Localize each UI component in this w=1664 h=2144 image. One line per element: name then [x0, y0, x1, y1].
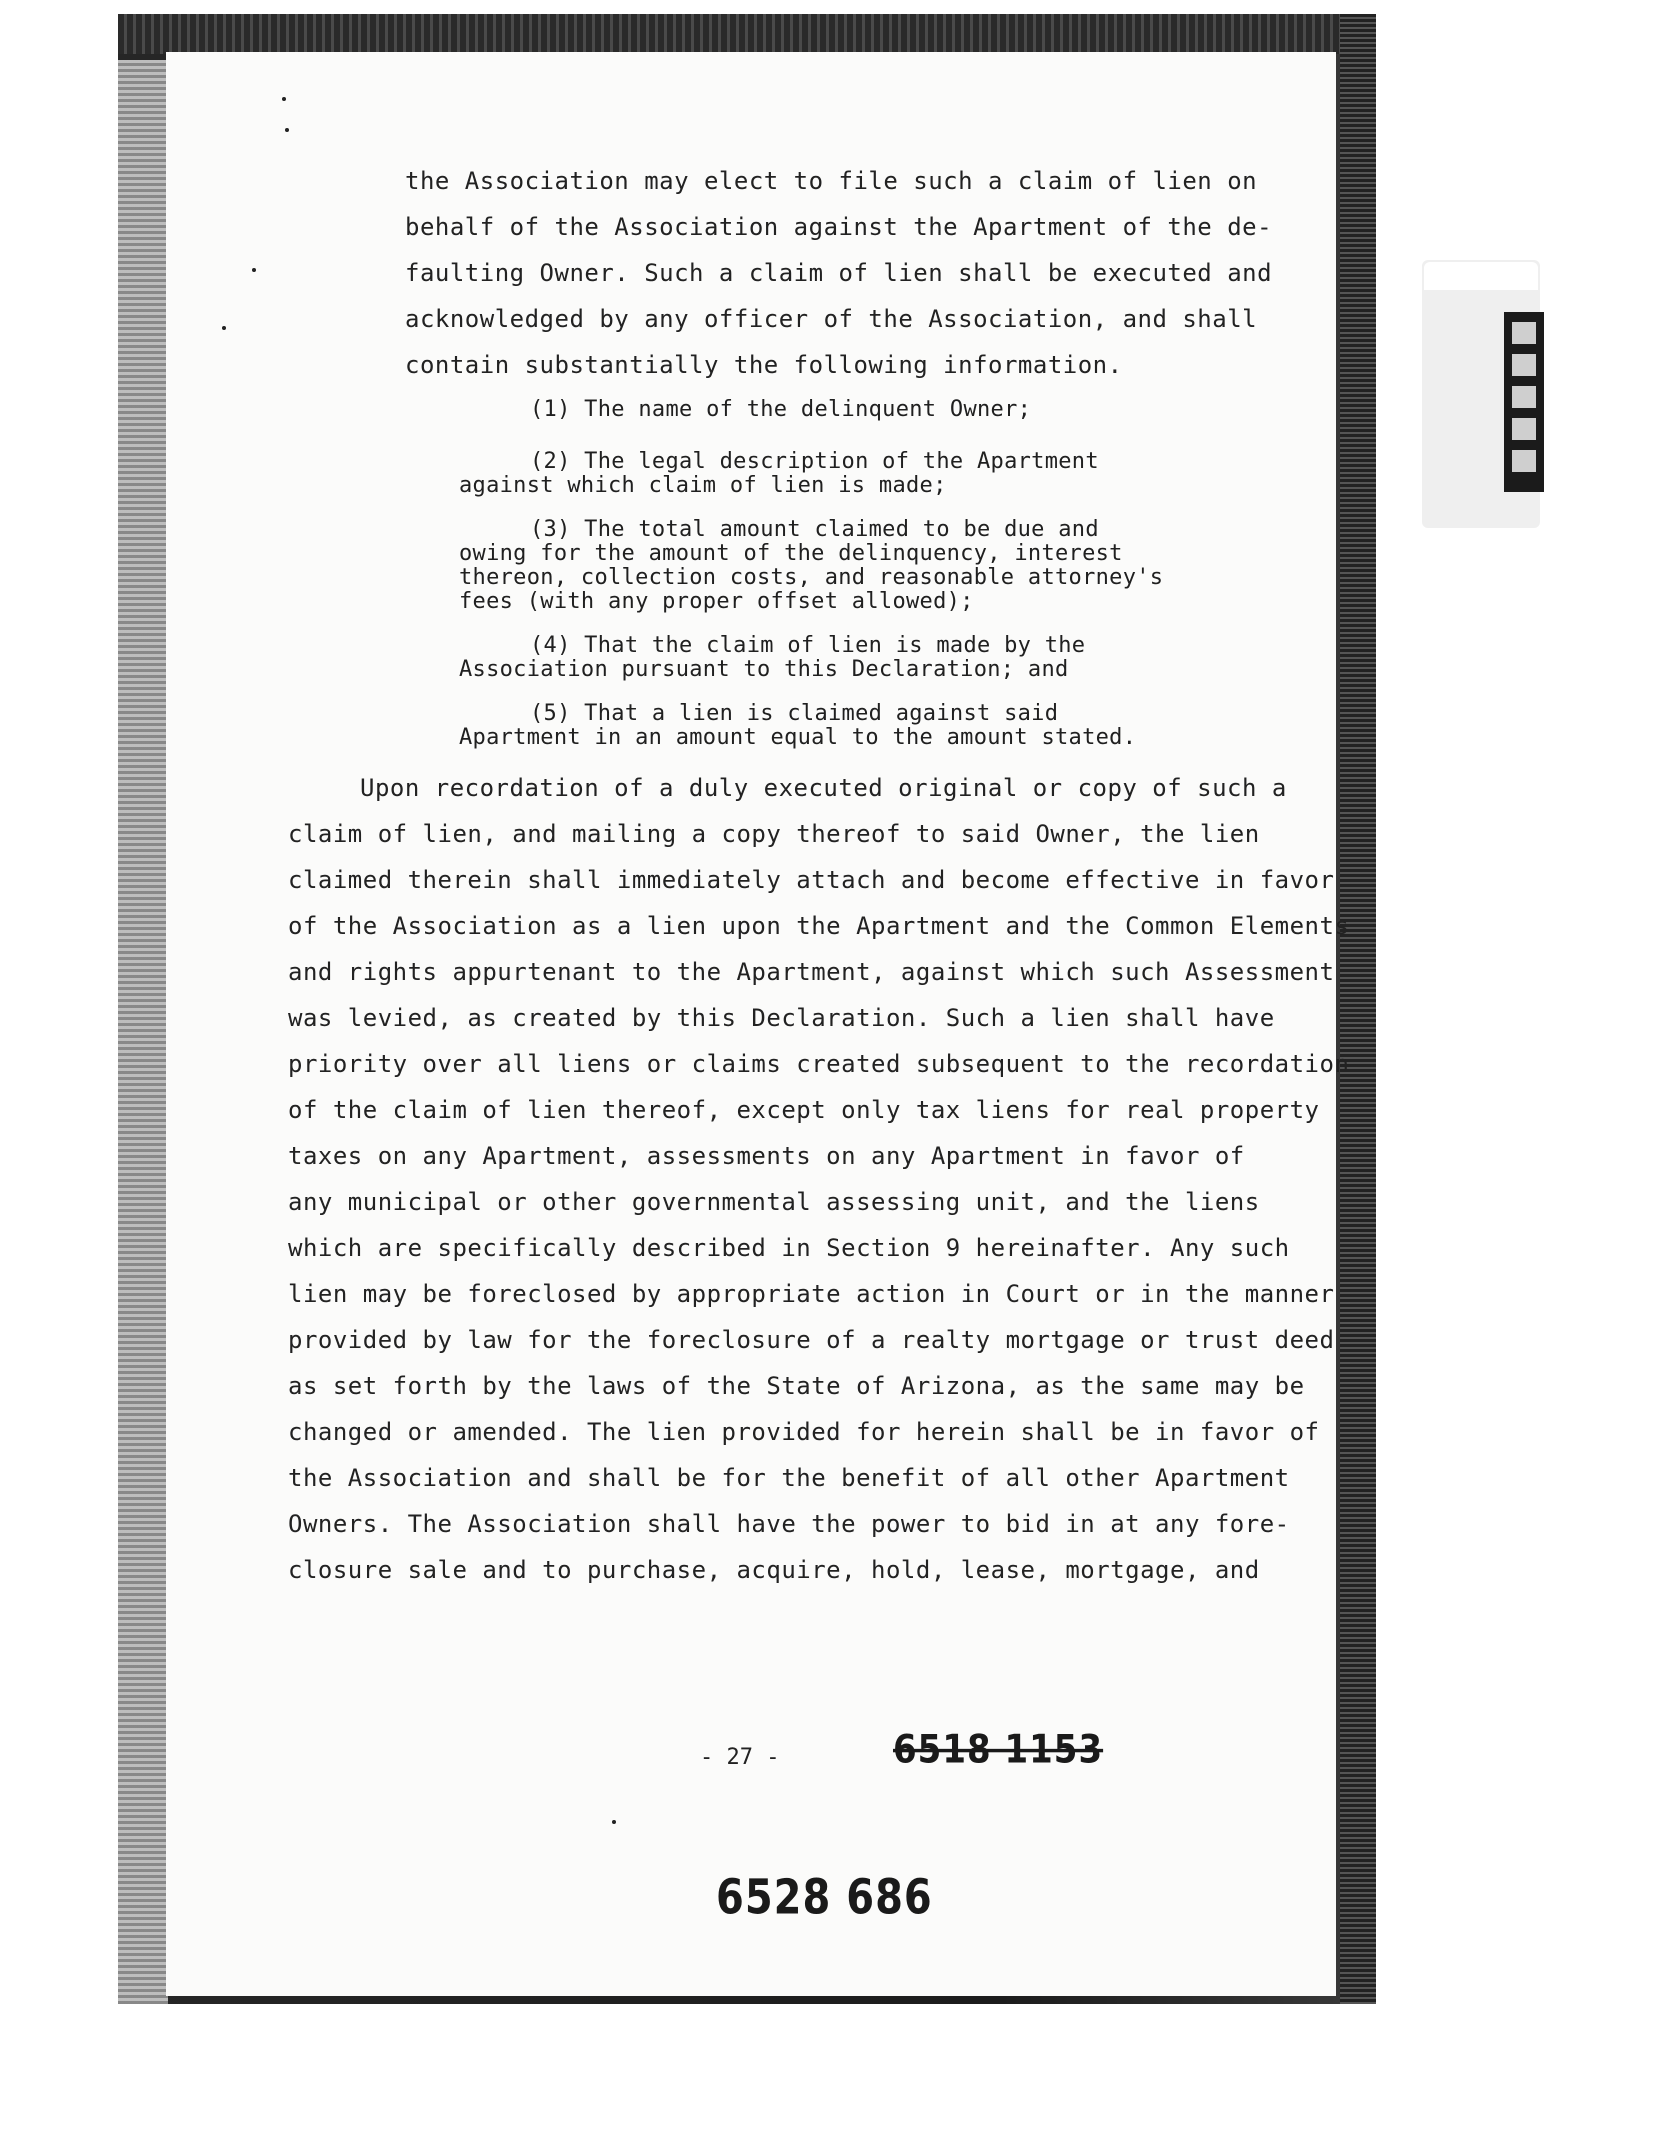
- text-line: of the Association as a lien upon the Apartment and the Common Elements: [288, 912, 1350, 940]
- text-line: as set forth by the laws of the State of Arizona, as the same may be: [288, 1372, 1305, 1400]
- list-item-1: [459, 398, 1031, 422]
- text-line: (2) The legal description of the Apartment: [530, 449, 1099, 474]
- paragraph-lien-recordation: [288, 765, 1349, 1593]
- text-line: closure sale and to purchase, acquire, hold, lease, mortgage, and: [288, 1556, 1260, 1584]
- text-line: was levied, as created by this Declaration. Such a lien shall have: [288, 1004, 1275, 1032]
- text-line: the Association may elect to file such a claim of lien on: [405, 167, 1258, 195]
- list-item-5: [459, 702, 1136, 750]
- scan-left-edge: [118, 60, 168, 2004]
- scan-speck: [252, 268, 256, 272]
- text-line: (5) That a lien is claimed against said: [530, 701, 1059, 726]
- scan-speck: [612, 1820, 616, 1824]
- text-line: (4) That the claim of lien is made by the: [530, 633, 1086, 658]
- text-line: Apartment in an amount equal to the amount stated.: [459, 725, 1137, 750]
- text-line: taxes on any Apartment, assessments on any Apartment in favor of: [288, 1142, 1245, 1170]
- text-line: owing for the amount of the delinquency, interest: [459, 541, 1123, 566]
- recording-stamp: 6528 686: [716, 1870, 933, 1926]
- list-item-2: [459, 450, 1099, 498]
- scan-top-edge: [118, 14, 1376, 54]
- recording-stamp-struck: 6518 1153: [893, 1727, 1104, 1773]
- text-line: which are specifically described in Section 9 hereinafter. Any such: [288, 1234, 1290, 1262]
- text-line: Owners. The Association shall have the power to bid in at any fore-: [288, 1510, 1290, 1538]
- text-line: fees (with any proper offset allowed);: [459, 589, 974, 614]
- binder-tab-top: [1424, 262, 1538, 290]
- text-line: (3) The total amount claimed to be due and: [530, 517, 1099, 542]
- text-line: lien may be foreclosed by appropriate action in Court or in the manner: [288, 1280, 1335, 1308]
- text-line: provided by law for the foreclosure of a realty mortgage or trust deed: [288, 1326, 1335, 1354]
- text-line: any municipal or other governmental assessing unit, and the liens: [288, 1188, 1260, 1216]
- scan-speck: [285, 128, 289, 132]
- text-line: Association pursuant to this Declaration; and: [459, 657, 1069, 682]
- text-line: the Association and shall be for the benefit of all other Apartment: [288, 1464, 1290, 1492]
- text-line: contain substantially the following information.: [405, 351, 1123, 379]
- text-line: and rights appurtenant to the Apartment, against which such Assessment: [288, 958, 1335, 986]
- text-line: changed or amended. The lien provided for herein shall be in favor of: [288, 1418, 1320, 1446]
- text-line: of the claim of lien thereof, except only tax liens for real property: [288, 1096, 1320, 1124]
- text-line: Upon recordation of a duly executed original or copy of such a: [360, 774, 1287, 802]
- text-line: thereon, collection costs, and reasonable attorney's: [459, 565, 1164, 590]
- text-line: (1) The name of the delinquent Owner;: [530, 397, 1032, 422]
- scan-speck: [282, 97, 286, 101]
- list-item-4: [459, 634, 1085, 682]
- page-number: - 27 -: [700, 1745, 780, 1770]
- paragraph-continuation: [405, 158, 1272, 388]
- text-line: faulting Owner. Such a claim of lien shall be executed and: [405, 259, 1273, 287]
- text-line: acknowledged by any officer of the Association, and shall: [405, 305, 1258, 333]
- binder-tab-label: [1504, 312, 1544, 492]
- list-item-3: [459, 518, 1163, 614]
- text-line: priority over all liens or claims created subsequent to the recordation: [288, 1050, 1350, 1078]
- text-line: behalf of the Association against the Apartment of the de-: [405, 213, 1273, 241]
- text-line: against which claim of lien is made;: [459, 473, 947, 498]
- text-line: claim of lien, and mailing a copy thereof to said Owner, the lien: [288, 820, 1260, 848]
- scan-speck: [222, 326, 226, 330]
- text-line: claimed therein shall immediately attach and become effective in favor: [288, 866, 1335, 894]
